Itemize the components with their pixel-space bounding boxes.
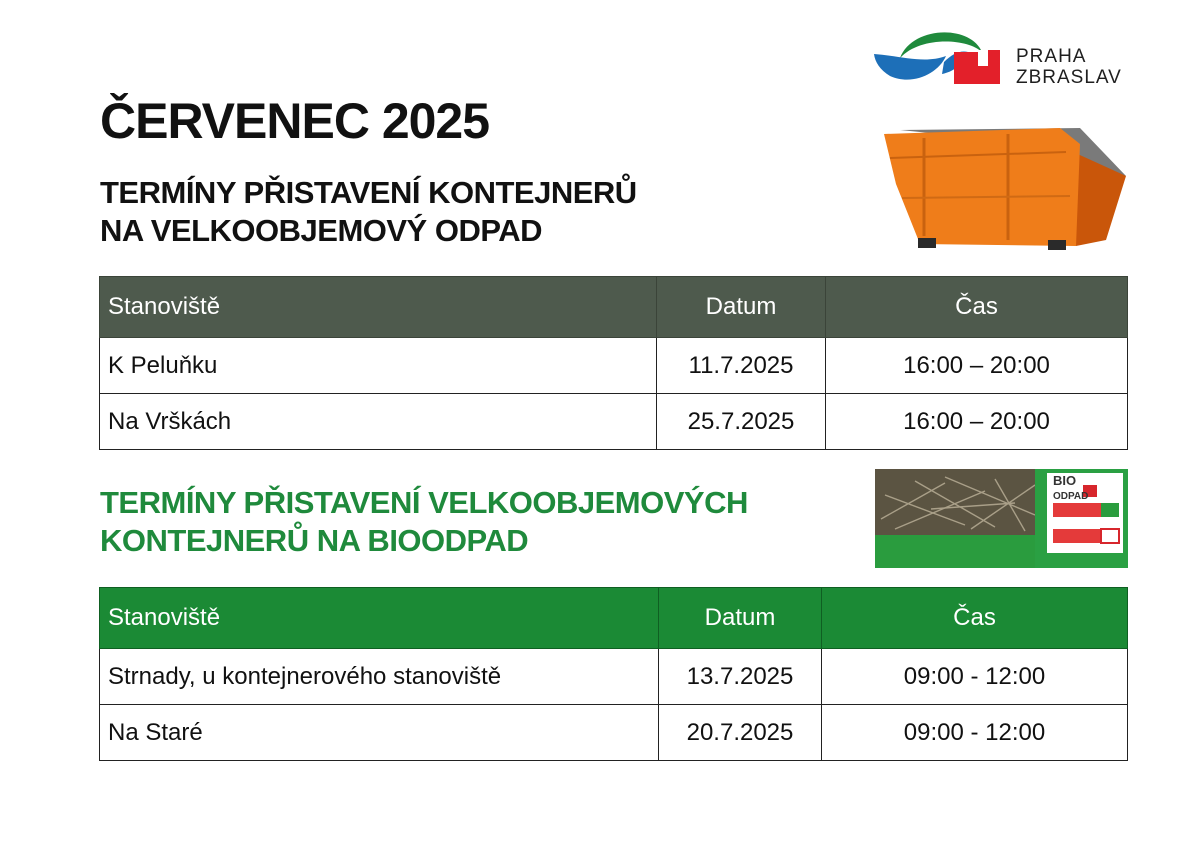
page-title: ČERVENEC 2025 — [100, 93, 490, 149]
bio-waste-container-image — [875, 469, 1128, 568]
section1-title — [100, 174, 637, 250]
time-cell: 09:00 - 12:00 — [822, 649, 1128, 705]
time-cell: 16:00 – 20:00 — [826, 394, 1128, 450]
section2-title-line2: KONTEJNERŮ NA BIOODPAD — [100, 523, 529, 558]
logo-line1: PRAHA — [1016, 46, 1087, 67]
date-cell: 20.7.2025 — [659, 705, 822, 761]
section2-title — [100, 484, 748, 560]
orange-skip-container-image — [880, 124, 1130, 254]
section1-title-line1: TERMÍNY PŘISTAVENÍ KONTEJNERŮ — [100, 175, 637, 210]
column-header-time: Čas — [822, 588, 1128, 649]
bio-waste-schedule-table — [99, 587, 1128, 761]
table-row — [100, 338, 1128, 394]
location-cell: Na Vrškách — [100, 394, 657, 450]
column-header-location: Stanoviště — [100, 588, 659, 649]
location-cell: K Peluňku — [100, 338, 657, 394]
bulky-waste-schedule-table — [99, 276, 1128, 450]
table-row — [100, 394, 1128, 450]
column-header-location: Stanoviště — [100, 277, 657, 338]
date-cell: 11.7.2025 — [657, 338, 826, 394]
location-cell: Na Staré — [100, 705, 659, 761]
table-header-row — [100, 588, 1128, 649]
column-header-date: Datum — [657, 277, 826, 338]
table-row — [100, 649, 1128, 705]
time-cell: 16:00 – 20:00 — [826, 338, 1128, 394]
time-cell: 09:00 - 12:00 — [822, 705, 1128, 761]
logo-text — [1016, 46, 1122, 88]
location-cell: Strnady, u kontejnerového stanoviště — [100, 649, 659, 705]
date-cell: 13.7.2025 — [659, 649, 822, 705]
table-row — [100, 705, 1128, 761]
bio-sign-line2: ODPAD — [1053, 491, 1089, 502]
date-cell: 25.7.2025 — [657, 394, 826, 450]
table-header-row — [100, 277, 1128, 338]
praha-zbraslav-logo — [872, 22, 1004, 86]
column-header-time: Čas — [826, 277, 1128, 338]
section1-title-line2: NA VELKOOBJEMOVÝ ODPAD — [100, 213, 542, 248]
section2-title-line1: TERMÍNY PŘISTAVENÍ VELKOOBJEMOVÝCH — [100, 485, 748, 520]
column-header-date: Datum — [659, 588, 822, 649]
bio-sign-line1: BIO — [1053, 473, 1077, 488]
logo-line2: ZBRASLAV — [1016, 67, 1122, 88]
